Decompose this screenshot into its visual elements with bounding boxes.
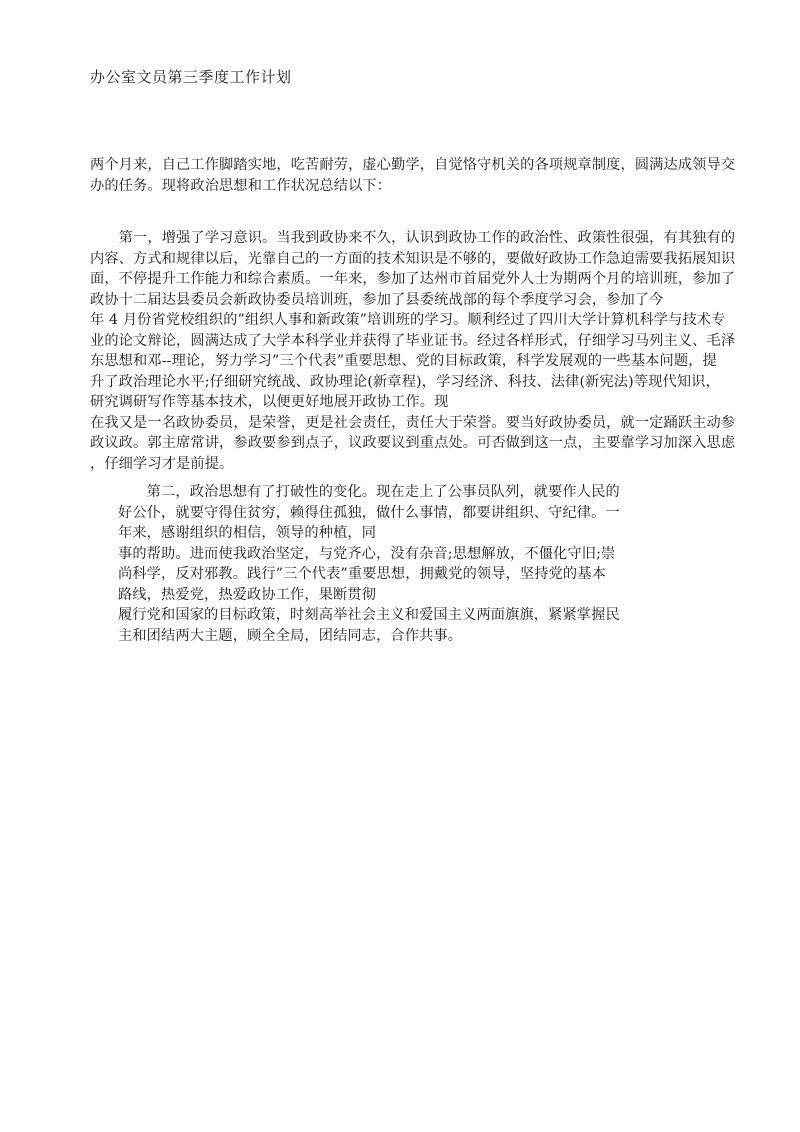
text-line: 第一，增强了学习意识。当我到政协来不久，认识到政协工作的政治性、政策性很强，有其独有的 — [90, 230, 736, 246]
text-line: 升了政治理论水平;仔细研究统战、政协理论(新章程)，学习经济、科技、法律(新宪法)等现代知识， — [90, 373, 720, 390]
text-line: 路线，热爱党，热爱政协工作，果断贯彻 — [118, 586, 377, 603]
text-line: 两个月来，自己工作脚踏实地，吃苦耐劳，虚心勤学，自觉恪守机关的各项规章制度，圆满达成领导交 — [90, 157, 736, 173]
text-line: 好公仆，就要守得住贫穷，赖得住孤独，做什么事情，都要讲组织、守纪律。一 — [118, 504, 620, 521]
text-line: 事的帮助。进而使我政治坚定，与党齐心，没有杂音;思想解放，不僵化守旧;崇 — [118, 545, 616, 562]
text-line: 年来，感谢组织的相信，领导的种植，同 — [118, 525, 377, 541]
text-line: 研究调研写作等基本技术，以便更好地展开政协工作。现 — [90, 394, 449, 410]
text-line: 第二，政治思想有了打破性的变化。现在走上了公事员队列，就要作人民的 — [118, 484, 620, 500]
text-line: 主和团结两大主题，顾全全局，团结同志，合作共事。 — [118, 627, 463, 644]
text-line: 尚科学，反对邪教。践行”三个代表”重要思想，拥戴党的领导，坚持党的基本 — [118, 566, 606, 582]
intro-paragraph — [90, 155, 735, 196]
text-line: 政协十二届达县委员会新政协委员培训班，参加了县委统战部的每个季度学习会，参加了今 — [90, 291, 664, 308]
text-line: 业的论文辩论，圆满达成了大学本科学业并获得了毕业证书。经过各样形式，仔细学习马列主义、毛泽 — [90, 332, 736, 349]
text-line: 履行党和国家的目标政策，时刻高举社会主义和爱国主义两面旗旗，紧紧掌握民 — [118, 607, 620, 623]
text-line: ，仔细学习才是前提。 — [90, 455, 234, 472]
text-line: 内容、方式和规律以后，光靠自己的一方面的技术知识是不够的，要做好政协工作急迫需要我拓展知识 — [90, 250, 736, 267]
paragraph-second-point — [118, 482, 620, 646]
text-line: 政议政。郭主席常讲，参政要参到点子，议政要议到重点处。可否做到这一点，主要靠学习加深入思虑 — [90, 435, 736, 451]
paragraph-first-point — [90, 228, 735, 474]
text-line: 在我又是一名政协委员，是荣誉，更是社会责任，责任大于荣誉。要当好政协委员，就一定踊跃主动参 — [90, 414, 736, 431]
text-line: 年 4 月份省党校组织的”组织人事和新政策”培训班的学习。顺利经过了四川大学计算机科学与技术专 — [90, 312, 726, 328]
document-title: 办公室文员第三季度工作计划 — [90, 68, 292, 86]
text-line: 办的任务。现将政治思想和工作状况总结以下： — [90, 177, 392, 194]
text-line: 面，不停提升工作能力和综合素质。一年来，参加了达州市首届党外人士为期两个月的培训班，参加了 — [90, 271, 736, 287]
text-line: 东思想和邓--理论，努力学习”三个代表”重要思想、党的目标政策，科学发展观的一些基本问题，提 — [90, 353, 717, 369]
